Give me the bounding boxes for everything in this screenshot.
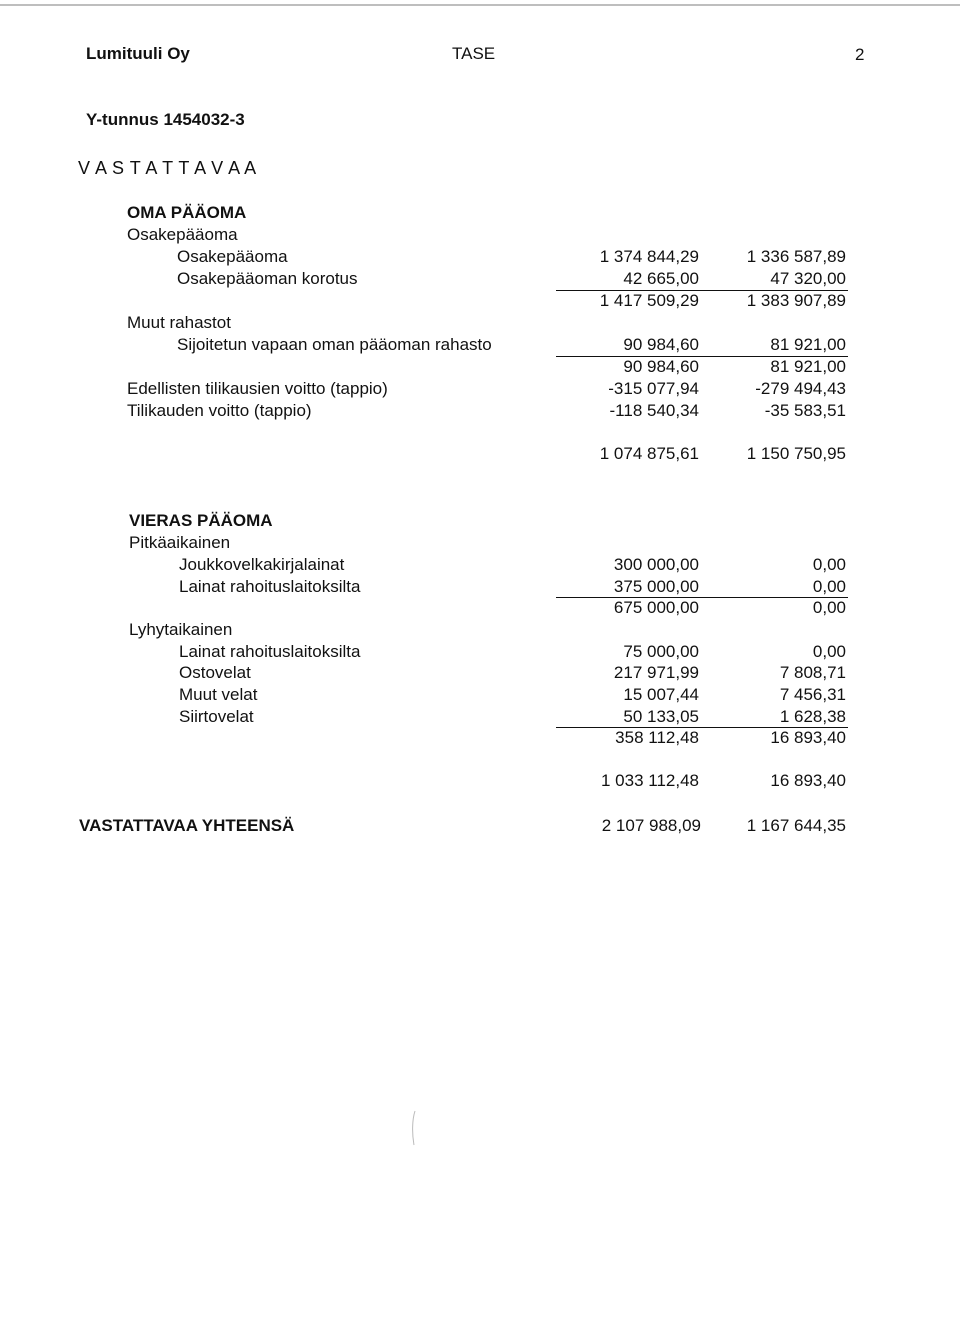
tilikauden-value-current: -118 540,34 (609, 401, 699, 420)
vieras-paaoma-total-current: 1 033 112,48 (601, 771, 699, 790)
svop-subtotal-previous: 81 921,00 (770, 357, 846, 376)
osakepaaoma-subtotal-previous: 1 383 907,89 (746, 291, 846, 310)
oma-paaoma-total-current: 1 074 875,61 (599, 444, 699, 463)
muut-velat-value-previous: 7 456,31 (779, 685, 846, 704)
joukkovelkakirjalainat-label: Joukkovelkakirjalainat (179, 555, 345, 574)
korotus-label: Osakepääoman korotus (177, 269, 358, 288)
pitkaaikainen-subtotal-previous: 0,00 (812, 598, 846, 617)
siirtovelat-value-current: 50 133,05 (623, 707, 699, 726)
lainat-lyhyt-value-current: 75 000,00 (623, 642, 699, 661)
grand-total-value-previous: 1 167 644,35 (746, 816, 846, 835)
edelliset-label: Edellisten tilikausien voitto (tappio) (127, 379, 388, 398)
ostovelat-value-previous: 7 808,71 (779, 663, 846, 682)
oma-paaoma-heading: OMA PÄÄOMA (127, 203, 247, 222)
svop-label: Sijoitetun vapaan oman pääoman rahasto (177, 335, 492, 354)
business-id: Y-tunnus 1454032-3 (86, 110, 245, 129)
korotus-value-previous: 47 320,00 (770, 269, 846, 288)
osakepaaoma-subtotal-current: 1 417 509,29 (599, 291, 699, 310)
lainat-pitka-label: Lainat rahoituslaitoksilta (179, 577, 361, 596)
tilikauden-label: Tilikauden voitto (tappio) (127, 401, 312, 420)
section-title: V A S T A T T A V A A (78, 158, 257, 178)
tilikauden-value-previous: -35 583,51 (764, 401, 846, 420)
lyhytaikainen-group-label: Lyhytaikainen (129, 620, 233, 639)
pitkaaikainen-group-label: Pitkäaikainen (129, 533, 231, 552)
vieras-paaoma-heading: VIERAS PÄÄOMA (129, 511, 273, 530)
grand-total-value-current: 2 107 988,09 (601, 816, 701, 835)
vieras-paaoma-total-previous: 16 893,40 (770, 771, 846, 790)
ostovelat-label: Ostovelat (179, 663, 251, 682)
grand-total-label: VASTATTAVAA YHTEENSÄ (79, 816, 295, 835)
muut-rahastot-group-label: Muut rahastot (127, 313, 231, 332)
muut-velat-value-current: 15 007,44 (623, 685, 699, 704)
osakepaaoma-label: Osakepääoma (177, 247, 288, 266)
edelliset-value-previous: -279 494,43 (755, 379, 846, 398)
korotus-value-current: 42 665,00 (623, 269, 699, 288)
scan-top-edge (0, 4, 960, 6)
osakepaaoma-value-current: 1 374 844,29 (599, 247, 699, 266)
page-number: 2 (855, 45, 865, 64)
edelliset-value-current: -315 077,94 (608, 379, 699, 398)
oma-paaoma-total-previous: 1 150 750,95 (746, 444, 846, 463)
lainat-lyhyt-value-previous: 0,00 (812, 642, 846, 661)
svop-subtotal-current: 90 984,60 (623, 357, 699, 376)
svop-value-current: 90 984,60 (623, 335, 699, 354)
pitkaaikainen-subtotal-current: 675 000,00 (613, 598, 699, 617)
joukkovelkakirjalainat-value-current: 300 000,00 (613, 555, 699, 574)
scan-artifact (410, 1110, 418, 1146)
lainat-pitka-value-previous: 0,00 (812, 577, 846, 596)
lainat-lyhyt-label: Lainat rahoituslaitoksilta (179, 642, 361, 661)
muut-velat-label: Muut velat (179, 685, 258, 704)
siirtovelat-label: Siirtovelat (179, 707, 254, 726)
joukkovelkakirjalainat-value-previous: 0,00 (812, 555, 846, 574)
osakepaaoma-group-label: Osakepääoma (127, 225, 238, 244)
lyhytaikainen-subtotal-current: 358 112,48 (615, 728, 699, 747)
siirtovelat-value-previous: 1 628,38 (779, 707, 846, 726)
lyhytaikainen-subtotal-previous: 16 893,40 (770, 728, 846, 747)
ostovelat-value-current: 217 971,99 (613, 663, 699, 682)
subtotal-rule (556, 597, 848, 598)
document-title: TASE (452, 44, 496, 63)
company-name: Lumituuli Oy (86, 44, 190, 63)
lainat-pitka-value-current: 375 000,00 (613, 577, 699, 596)
svop-value-previous: 81 921,00 (770, 335, 846, 354)
osakepaaoma-value-previous: 1 336 587,89 (746, 247, 846, 266)
